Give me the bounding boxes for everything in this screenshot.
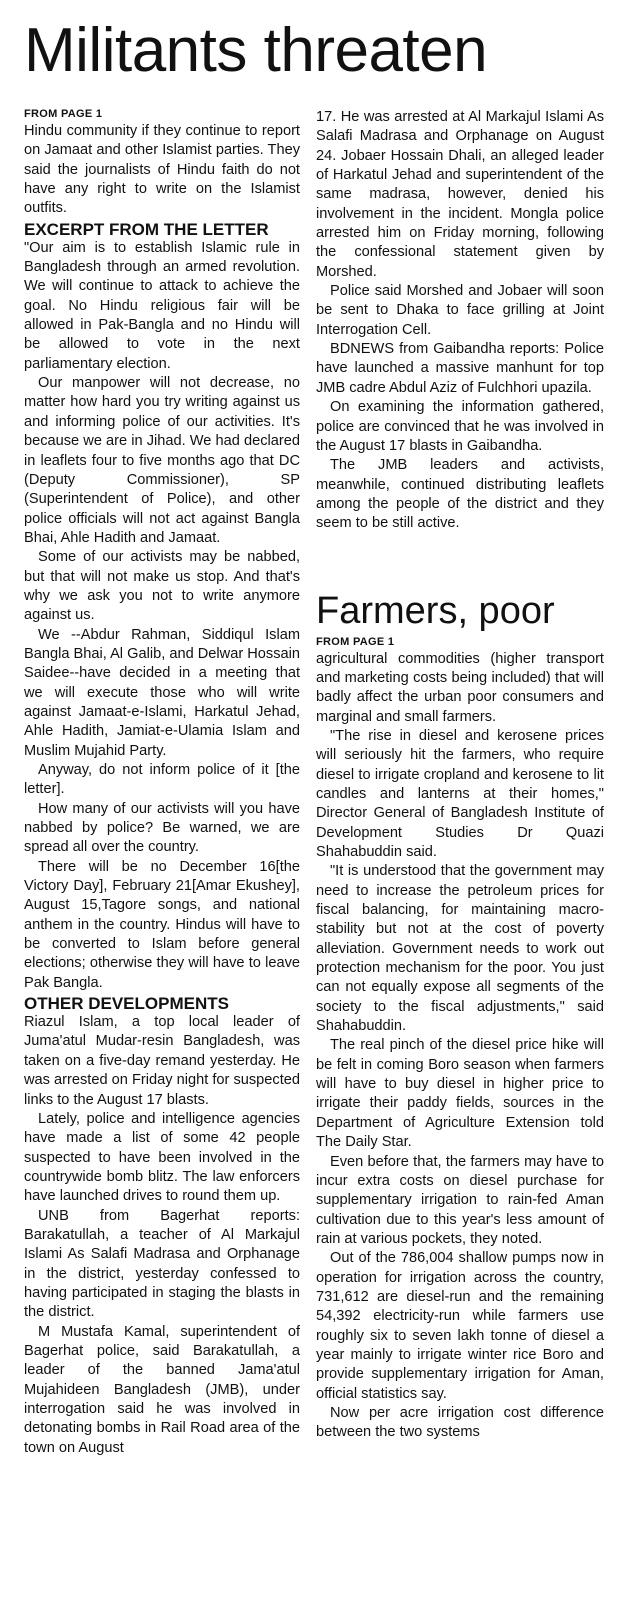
paragraph: The real pinch of the diesel price hike will be felt in coming Boro season when farmers will have to buy diesel in higher price to irrigate their paddy fields, sources in the Department of Agriculture Extension told The Daily Star. [316,1037,604,1151]
paragraph: Hindu community if they continue to report on Jamaat and other Islamist parties. They said the journalists of Hindu faith do not have any right to write on the Islamist outfits. [24,123,300,217]
paragraph: Some of our activists may be nabbed, but that will not make us stop. And that's why we ask you not to write anymore against us. [24,549,300,624]
kicker-from-page-1: FROM PAGE 1 [24,108,103,120]
paragraph: BDNEWS from Gaibandha reports: Police have launched a massive manhunt for top JMB cadre Abdul Aziz of Fulchhori upazila. [316,341,604,396]
paragraph: Even before that, the farmers may have to incur extra costs on diesel purchase for supplementary irrigation to rain-fed Aman cultivation due to this year's less amount of rain at various pockets, they noted. [316,1153,604,1247]
subhead-other-developments: OTHER DEVELOPMENTS [24,994,229,1014]
left-column [24,108,300,1623]
subhead-excerpt-from-letter: EXCERPT FROM THE LETTER [24,219,269,239]
paragraph: We --Abdur Rahman, Siddiqul Islam Bangla Bhai, Al Galib, and Delwar Hossain Saidee--have decided in a meeting that we will execute those who will write against Jamaat-e-Islami, Harkatul Jehad, Ahle Hadith, Jamiat-e-Ulamia Islam and Muslim Mujahid Party. [24,626,300,759]
paragraph: On examining the information gathered, police are convinced that he was involved in the August 17 blasts in Gaibandha. [316,399,604,454]
paragraph: Out of the 786,004 shallow pumps now in operation for irrigation across the country, 731,612 are diesel-run and the remaining 54,392 electricity-run while farmers use roughly six to seven lakh tonne of diesel a year mainly to irrigate winter rice Boro and provide supplementary irrigation for Aman, official statistics say. [316,1250,604,1402]
paragraph: Anyway, do not inform police of it [the letter]. [24,762,300,798]
headline-farmers-poor: Farmers, poor [316,589,555,632]
paragraph: Our manpower will not decrease, no matter how hard you try writing against us and informing police of our activities. It's because we are in Jihad. We had declared in leaflets four to five months ago that DC (Deputy Commissioner), SP (Superintendent of Police), and other police officials will not act against Bangla Bhai, Ahle Hadith and Jamaat. [24,375,300,546]
kicker-from-page-1: FROM PAGE 1 [316,635,395,648]
paragraph: "Our aim is to establish Islamic rule in Bangladesh through an armed revolution. We will continue to attack to achieve the goal. No Hindu religious fair will be allowed in Pak-Bangla and no Hindu will be allowed to vote in the next parliamentary election. [24,239,300,372]
paragraph: Lately, police and intelligence agencies have made a list of some 42 people suspected to have been involved in the countrywide bomb blitz. The law enforcers have launched drives to round them up. [24,1110,300,1205]
paragraph: The JMB leaders and activists, meanwhile, continued distributing leaflets among the people of the district and they seem to be still active. [316,457,604,532]
paragraph: There will be no December 16[the Victory Day], February 21[Amar Ekushey], August 15,Tagore songs, and national anthem in the country. Hindus will have to be converted to Islam before general elections; otherwise they will have to leave Pak Bangla. [24,858,300,991]
paragraph: "The rise in diesel and kerosene prices will seriously hit the farmers, who require diesel to irrigate cropland and kerosene to lit candles and lanterns at their homes," Director General of Bangladesh Institute of Development Studies Dr Quazi Shahabuddin said. [316,727,604,860]
paragraph: 17. He was arrested at Al Markajul Islami As Salafi Madrasa and Orphanage on August 24. Jobaer Hossain Dhali, an alleged leader of Harkatul Jehad and superintendent of the same madrasa, however, denied his involvement in the incident. Mongla police arrested him on Friday morning, following the confessional statement given by Morshed. [316,109,604,280]
paragraph: "It is understood that the government may need to increase the petroleum prices for fiscal balancing, for maintaining macro-stability but not at the cost of poverty alleviation. Government needs to work out protection mechanism for the poor. You just can not equally expose all segments of the society to the fiscal adjustments," said Shahabuddin. [316,863,604,1035]
headline-militants-threaten: Militants threaten [24,16,488,85]
paragraph: Now per acre irrigation cost difference between the two systems [316,1404,604,1441]
paragraph: M Mustafa Kamal, superintendent of Bagerhat police, said Barakatullah, a leader of the banned Jama'atul Mujahideen Bangladesh (JMB), under interrogation said he was involved in detonating bombs in Rail Road area of the town on August [24,1323,300,1456]
right-column [316,108,604,1623]
paragraph: agricultural commodities (higher transport and marketing costs being included) that will badly affect the urban poor consumers and marginal and small farmers. [316,650,604,725]
paragraph: Police said Morshed and Jobaer will soon be sent to Dhaka to face grilling at Joint Interrogation Cell. [316,283,604,338]
paragraph: How many of our activists will you have nabbed by police? Be warned, we are spread all over the country. [24,800,300,856]
paragraph: UNB from Bagerhat reports: Barakatullah, a teacher of Al Markajul Islami As Salafi Madrasa and Orphanage in the district, yesterday confessed to having participated in staging the blasts in the district. [24,1207,300,1321]
paragraph: Riazul Islam, a top local leader of Juma'atul Mudar-resin Bangladesh, was taken on a five-day remand yesterday. He was arrested on Friday night for suspected links to the August 17 blasts. [24,1014,300,1108]
